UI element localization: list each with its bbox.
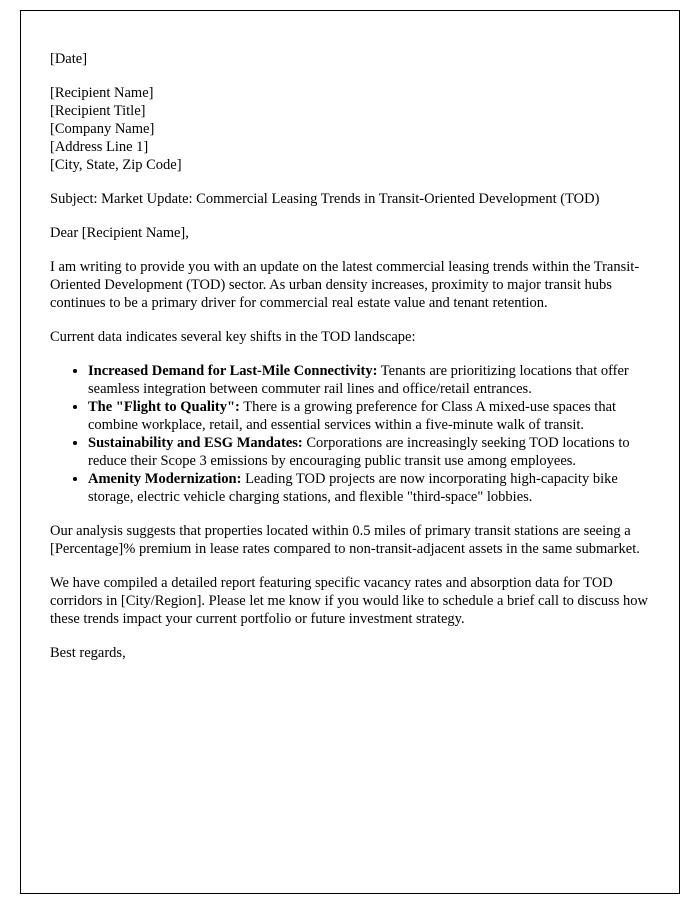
bullet-text: There is a growing preference for Class A mixed-use spaces that combine workplace, retail, and essential services within a five-minute walk of transit. (88, 399, 617, 433)
intro-paragraph: I am writing to provide you with an update on the latest commercial leasing trends within the Transit-Oriented Development (TOD) sector. As urban density increases, proximity to major transit hubs continues to be a primary driver for commercial real estate value and tenant retention. (50, 259, 640, 311)
closing-line: Best regards, (50, 645, 126, 661)
list-item (88, 362, 649, 398)
subject-line: Subject: Market Update: Commercial Leasing Trends in Transit-Oriented Development (TOD) (50, 191, 600, 207)
key-shifts-list (50, 362, 649, 506)
recipient-name-line: [Recipient Name] (50, 85, 154, 101)
address-line-1: [Address Line 1] (50, 139, 149, 155)
date-placeholder: [Date] (50, 51, 88, 67)
list-item (88, 470, 649, 506)
list-item (88, 434, 649, 470)
letter-body (50, 50, 649, 662)
company-name-line: [Company Name] (50, 121, 155, 137)
bullet-title: Amenity Modernization: (88, 471, 242, 487)
bullet-title: Sustainability and ESG Mandates: (88, 435, 303, 451)
list-item (88, 398, 649, 434)
letter-page (20, 10, 680, 894)
lead-in-paragraph: Current data indicates several key shifts in the TOD landscape: (50, 329, 416, 345)
bullet-text: Tenants are prioritizing locations that offer seamless integration between commuter rail lines and office/retail entrances. (88, 363, 629, 397)
city-state-zip-line: [City, State, Zip Code] (50, 157, 182, 173)
recipient-title-line: [Recipient Title] (50, 103, 146, 119)
report-paragraph: We have compiled a detailed report featuring specific vacancy rates and absorption data for TOD corridors in [City/Region]. Please let me know if you would like to schedule a brief call to discuss how these trends impact your current portfolio or future investment strategy. (50, 575, 649, 627)
analysis-paragraph: Our analysis suggests that properties located within 0.5 miles of primary transit stations are seeing a [Percentage]% premium in lease rates compared to non-transit-adjacent assets in the same submarket. (50, 523, 640, 557)
bullet-text: Corporations are increasingly seeking TOD locations to reduce their Scope 3 emissions by encouraging public transit use among employees. (88, 435, 630, 469)
recipient-block (50, 84, 649, 174)
bullet-title: The "Flight to Quality": (88, 399, 240, 415)
salutation: Dear [Recipient Name], (50, 225, 189, 241)
bullet-title: Increased Demand for Last-Mile Connectivity: (88, 363, 378, 379)
bullet-text: Leading TOD projects are now incorporating high-capacity bike storage, electric vehicle charging stations, and flexible "third-space" lobbies. (88, 471, 618, 505)
